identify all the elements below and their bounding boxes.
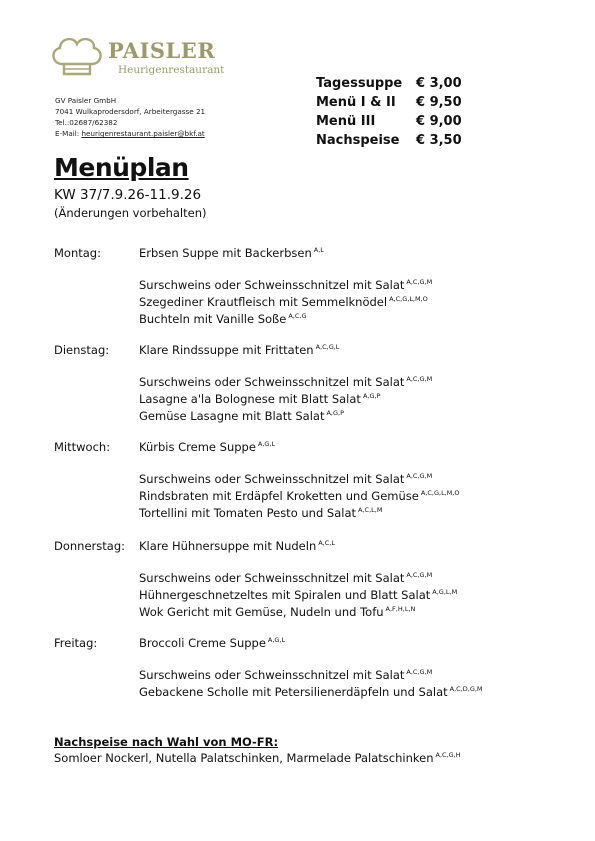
week-label: KW 37/7.9.26-11.9.26 [54,187,202,203]
email-link[interactable]: heurigenrestaurant.paisler@bkf.at [81,129,205,138]
price-label: Tagessuppe [316,76,403,91]
allergen-codes: A,G,L,M [432,588,458,596]
dish-name: Gebackene Scholle mit Petersilienerdäpfeln und Salat [139,685,448,699]
allergen-codes: A,G,P [326,409,345,417]
allergen-codes: A,C,L,M [358,506,383,514]
soup-item [139,246,324,260]
dessert-heading: Nachspeise nach Wahl von MO-FR: [54,735,279,749]
company-email-row [55,128,205,139]
price-row [316,74,462,93]
logo-name: PAISLER [108,38,216,63]
price-label: Nachspeise [316,133,400,148]
price-value: € 3,00 [416,76,462,91]
dish-name: Surschweins oder Schweinsschnitzel mit Salat [139,571,405,585]
company-name: GV Paisler GmbH [55,96,117,105]
dish-item [139,685,483,699]
dish-name: Szegediner Krautfleisch mit Semmelknödel [139,295,388,309]
dish-name: Klare Hühnersuppe mit Nudeln [139,539,317,553]
day-label-donnerstag: Donnerstag: [54,539,125,553]
dish-name: Rindsbraten mit Erdäpfel Kroketten und Gemüse [139,489,419,503]
day-label-mittwoch: Mittwoch: [54,440,111,454]
chef-hat-icon [48,34,106,78]
allergen-codes: A,C,G,M [406,472,433,480]
dish-name: Lasagne a'la Bolognese mit Blatt Salat [139,392,361,406]
allergen-codes: A,C,D,G,M [449,685,483,693]
dish-name: Kürbis Creme Suppe [139,440,256,454]
allergen-codes: A,G,L [267,636,286,644]
allergen-codes: A,G,L [257,440,276,448]
dish-name: Surschweins oder Schweinsschnitzel mit Salat [139,472,405,486]
dish-item [139,605,415,619]
dish-item [139,668,432,682]
price-label: Menü III [316,114,376,129]
allergen-codes: A,F,H,L,N [385,605,416,613]
allergen-codes: A,C,L [318,539,335,547]
allergen-codes: A,C,G,H [435,751,461,759]
dish-name: Klare Rindssuppe mit Frittaten [139,343,314,357]
price-label: Menü I & II [316,95,396,110]
company-phone: Tel.:02687/62382 [55,118,118,127]
dessert-text: Somloer Nockerl, Nutella Palatschinken, Marmelade Palatschinken [54,751,434,765]
dish-item [139,312,307,326]
dish-item [139,571,432,585]
soup-item [139,636,285,650]
allergen-codes: A,C,G,M [406,668,433,676]
soup-item [139,343,339,357]
dish-item [139,588,457,602]
allergen-codes: A,C,G,L,M,O [420,489,460,497]
dessert-item [54,751,461,765]
dish-item [139,409,344,423]
dish-name: Wok Gericht mit Gemüse, Nudeln und Tofu [139,605,384,619]
dish-name: Gemüse Lasagne mit Blatt Salat [139,409,325,423]
soup-item [139,539,335,553]
dish-name: Hühnergeschnetzeltes mit Spiralen und Blatt Salat [139,588,431,602]
dish-item [139,278,432,292]
dish-name: Surschweins oder Schweinsschnitzel mit Salat [139,278,405,292]
price-value: € 3,50 [416,133,462,148]
price-value: € 9,50 [416,95,462,110]
dish-name: Buchteln mit Vanille Soße [139,312,287,326]
email-label: E-Mail: [55,129,80,138]
price-list [316,74,462,150]
dish-item [139,392,380,406]
price-row [316,93,462,112]
dish-name: Broccoli Creme Suppe [139,636,266,650]
dish-item [139,489,460,503]
day-label-freitag: Freitag: [54,636,98,650]
dish-item [139,295,428,309]
restaurant-logo [48,32,225,84]
company-address: 7041 Wulkaprodersdorf, Arbeitergasse 21 [55,107,206,116]
price-row [316,131,462,150]
allergen-codes: A,C,G,M [406,278,433,286]
price-value: € 9,00 [416,114,462,129]
allergen-codes: A,C,G,L,M,O [389,295,428,303]
dish-name: Surschweins oder Schweinsschnitzel mit Salat [139,375,405,389]
allergen-codes: A,C,G,M [406,375,433,383]
dish-name: Erbsen Suppe mit Backerbsen [139,246,312,260]
logo-subtitle: Heurigenrestaurant [118,64,225,76]
allergen-codes: A,L [313,246,324,254]
dish-item [139,506,382,520]
allergen-codes: A,C,G,L [315,343,340,351]
price-row [316,112,462,131]
dish-name: Tortellini mit Tomaten Pesto und Salat [139,506,357,520]
company-info [55,95,205,139]
disclaimer-note: (Änderungen vorbehalten) [54,206,207,220]
allergen-codes: A,C,G [288,312,307,320]
day-label-montag: Montag: [54,246,101,260]
dish-item [139,472,432,486]
page-title: Menüplan [54,153,189,182]
soup-item [139,440,275,454]
allergen-codes: A,G,P [362,392,381,400]
dish-item [139,375,432,389]
dish-name: Surschweins oder Schweinsschnitzel mit Salat [139,668,405,682]
allergen-codes: A,C,G,M [406,571,433,579]
day-label-dienstag: Dienstag: [54,343,110,357]
